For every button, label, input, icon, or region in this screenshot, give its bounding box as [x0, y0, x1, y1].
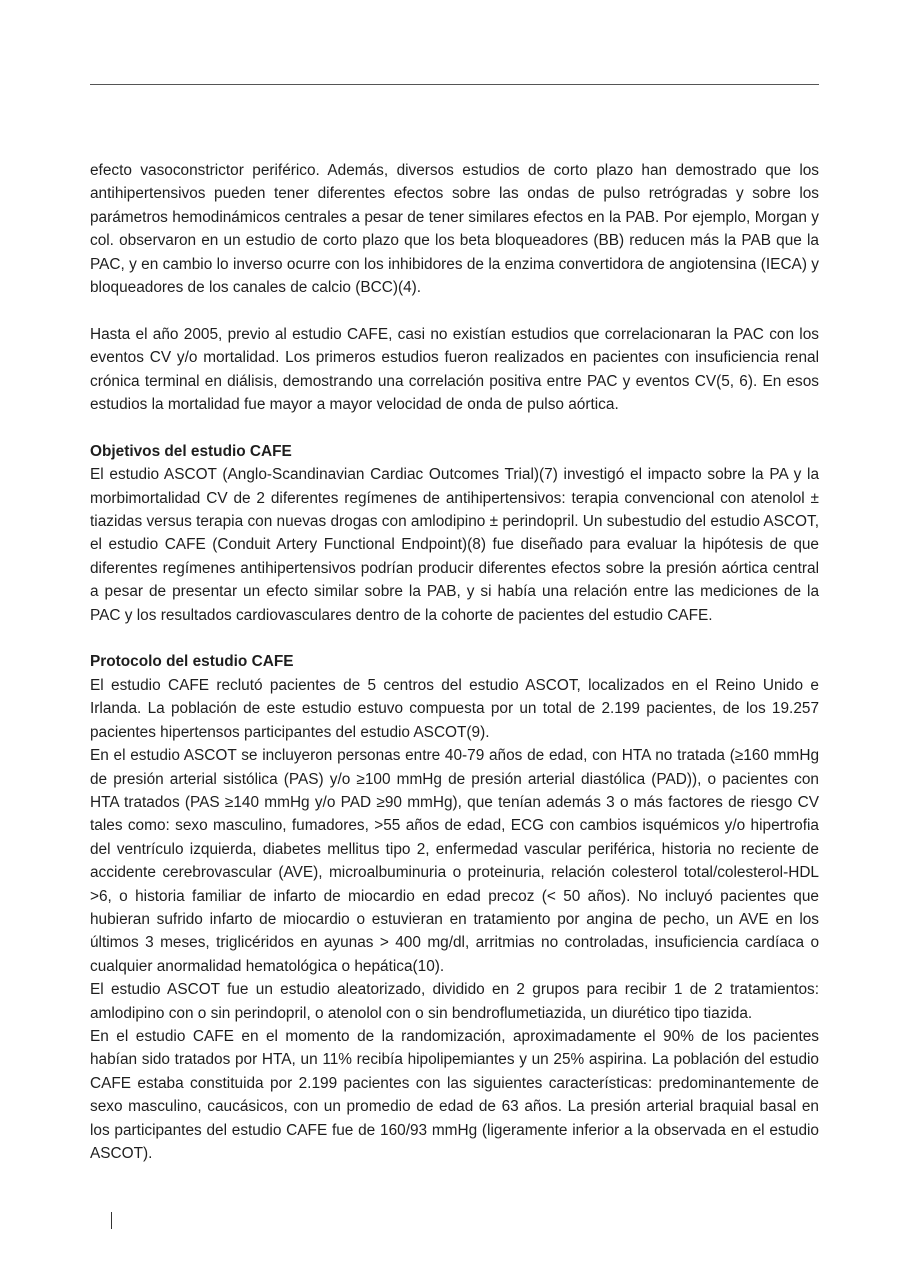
- header-rule: [90, 84, 819, 85]
- intro-paragraph-2: Hasta el año 2005, previo al estudio CAFE, casi no existían estudios que correlacionaran la PAC con los eventos CV y/o mortalidad. Los primeros estudios fueron realizados en pacientes con insuficiencia renal crónica terminal en diálisis, demostrando una correlación positiva entre PAC y eventos CV(5, 6). En esos estudios la mortalidad fue mayor a mayor velocidad de onda de pulso aórtica.: [90, 325, 819, 414]
- protocolo-paragraph-3: El estudio ASCOT fue un estudio aleatorizado, dividido en 2 grupos para recibir 1 de 2 tratamientos: amlodipino con o sin perindopril, o atenolol con o sin bendroflumetiazida, un diurético tipo tiazida.: [90, 981, 819, 1022]
- page-body: [90, 159, 819, 1165]
- paragraph-gap: [90, 299, 819, 322]
- paragraph-gap: [90, 416, 819, 439]
- paragraph-gap: [90, 627, 819, 650]
- section-heading-objetivos: Objetivos del estudio CAFE: [90, 442, 292, 460]
- intro-paragraph-1: efecto vasoconstrictor periférico. Además, diversos estudios de corto plazo han demostrado que los antihipertensivos pueden tener diferentes efectos sobre las ondas de pulso retrógradas y sobre los parámetros hemodinámicos centrales a pesar de tener similares efectos en la PAB. Por ejemplo, Morgan y col. observaron en un estudio de corto plazo que los beta bloqueadores (BB) reducen más la PAB que la PAC, y en cambio lo inverso ocurre con los inhibidores de la enzima convertidora de angiotensina (IECA) y bloqueadores de los canales de calcio (BCC)(4).: [90, 162, 819, 297]
- protocolo-paragraph-4: En el estudio CAFE en el momento de la randomización, aproximadamente el 90% de los pacientes habían sido tratados por HTA, un 11% recibía hipolipemiantes y un 25% aspirina. La población del estudio CAFE estaba constituida por 2.199 pacientes con las siguientes características: predominantemente de sexo masculino, caucásicos, con un promedio de edad de 63 años. La presión arterial braquial basal en los participantes del estudio CAFE fue de 160/93 mmHg (ligeramente inferior a la observada en el estudio ASCOT).: [90, 1027, 819, 1163]
- page-margin-mark: [111, 1212, 112, 1229]
- section-heading-protocolo: Protocolo del estudio CAFE: [90, 653, 294, 671]
- protocolo-paragraph-1: El estudio CAFE reclutó pacientes de 5 centros del estudio ASCOT, localizados en el Reino Unido e Irlanda. La población de este estudio estuvo compuesta por un total de 2.199 pacientes, de los 19.257 pacientes hipertensos participantes del estudio ASCOT(9).: [90, 676, 819, 741]
- protocolo-paragraph-2: En el estudio ASCOT se incluyeron personas entre 40-79 años de edad, con HTA no tratada (≥160 mmHg de presión arterial sistólica (PAS) y/o ≥100 mmHg de presión arterial diastólica (PAD)), o pacientes con HTA tratados (PAS ≥140 mmHg y/o PAD ≥90 mmHg), que tenían además 3 o más factores de riesgo CV tales como: sexo masculino, fumadores, >55 años de edad, ECG con cambios isquémicos y/o hipertrofia del ventrículo izquierda, diabetes mellitus tipo 2, enfermedad vascular periférica, historia no reciente de accidente cerebrovascular (AVE), microalbuminuria o proteinuria, relación colesterol total/colesterol-HDL >6, o historia familiar de infarto de miocardio en edad precoz (< 50 años). No incluyó pacientes que hubieran sufrido infarto de miocardio o estuvieran en tratamiento por angina de pecho, un AVE en los últimos 3 meses, triglicéridos en ayunas > 400 mg/dl, arritmias no controladas, insuficiencia cardíaca o cualquier anormalidad hematológica o hepática(10).: [90, 747, 819, 975]
- objetivos-paragraph: El estudio ASCOT (Anglo-Scandinavian Cardiac Outcomes Trial)(7) investigó el impacto sobre la PA y la morbimortalidad CV de 2 diferentes regímenes de antihipertensivos: terapia convencional con atenolol ± tiazidas versus terapia con nuevas drogas con amlodipino ± perindopril. Un subestudio del estudio ASCOT, el estudio CAFE (Conduit Artery Functional Endpoint)(8) fue diseñado para evaluar la hipótesis de que diferentes regímenes antihipertensivos podrían producir diferentes efectos sobre la presión aórtica central a pesar de presentar un efecto similar sobre la PAB, y si había una relación entre las mediciones de la PAC y los resultados cardiovasculares dentro de la cohorte de pacientes del estudio CAFE.: [90, 466, 819, 624]
